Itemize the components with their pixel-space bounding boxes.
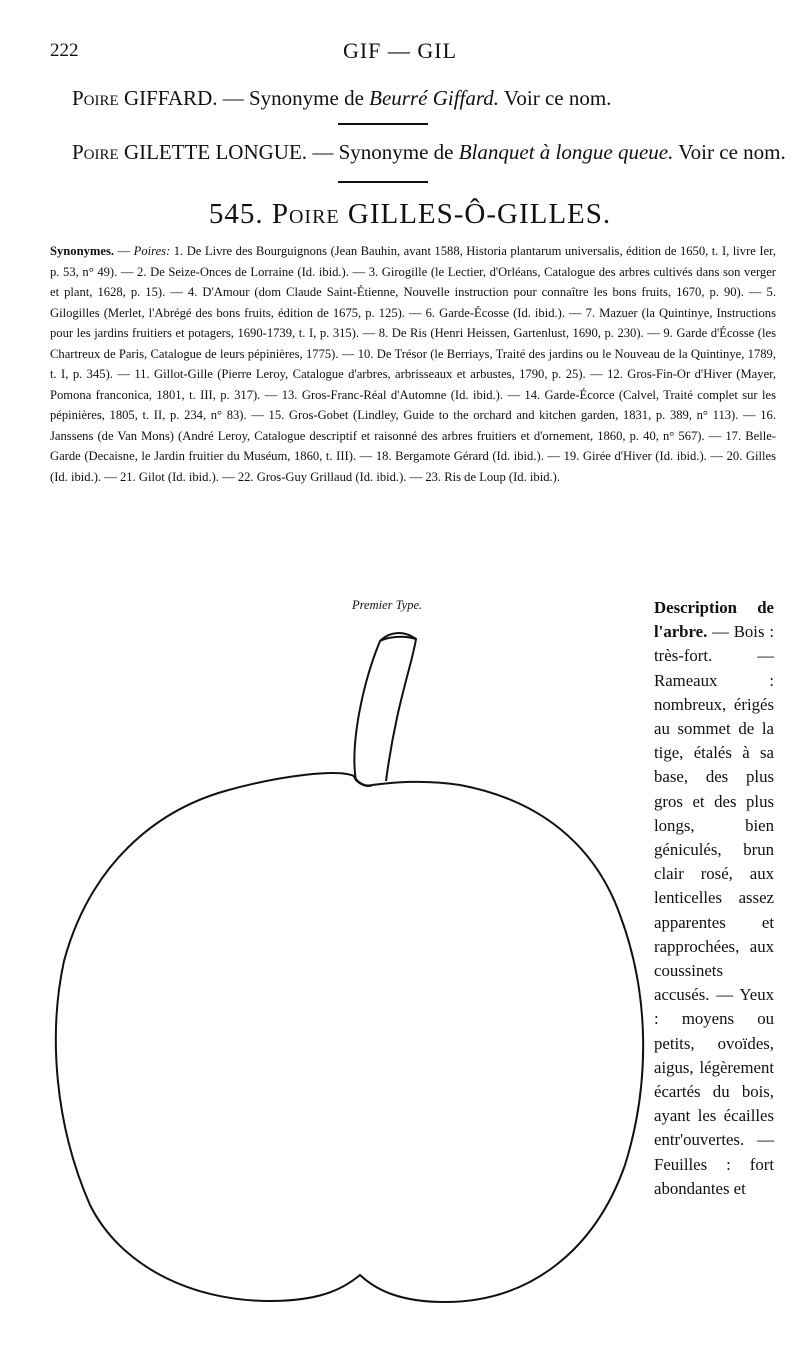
synonyms-paragraph: Synonymes. — Poires: 1. De Livre des Bourguignons (Jean Bauhin, avant 1588, Historia plantarum universalis, édition de 1650, t. I, livre Ier, p. 53, n° 49). — 2. De Seize-Onces de Lorraine (Id. ibid.). — 3. Girogille (le Lectier, d'Orléans, Catalogue des arbres cultivés dans son verger et plant, 1628, p. 15). — 4. D'Amour (dom Claude Saint-Étienne, Nouvelle instruction pour connaître les bons fruits, 1670, p. 90). — 5. Gilogilles (Merlet, l'Abrégé des bons fruits, édition de 1675, p. 125). — 6. Garde-Écosse (Id. ibid.). — 7. Mazuer (la Quintinye, Instructions pour les jardins fruitiers et potagers, 1690-1739, t. I, p. 315). — 8. De Ris (Henri Heissen, Gartenlust, 1690, p. 230). — 9. Garde d'Écosse (les Chartreux de Paris, Catalogue de leurs pépinières, 1775). — 10. De Trésor (le Berriays, Traité des jardins ou le Nouveau de la Quintinye, 1789, t. I, p. 345). — 11. Gillot-Gille (Pierre Leroy, Catalogue d'arbres, arbrisseaux et arbustes, 1790, p. 25). — 12. Gros-Fin-Or d'Hiver (Mayer, Pomona franconica, 1801, t. III, p. 317). — 13. Gros-Franc-Réal d'Automne (Id. ibid.). — 14. Garde-Écorce (Calvel, Traité complet sur les pépinières, 1805, t. II, p. 234, n° 83). — 15. Gros-Gobet (Lindley, Guide to the orchard and kitchen garden, 1831, p. 389, n° 113). — 16. Janssens (de Van Mons) (André Leroy, Catalogue descriptif et raisonné des arbres fruitiers et d'ornement, 1860, p. 40, n° 567). — 17. Belle-Garde (Decaisne, le Jardin fruitier du Muséum, 1860, t. III). — 18. Bergamote Gérard (Id. ibid.). — 19. Girée d'Hiver (Id. ibid.). — 20. Gilles (Id. ibid.). — 21. Gilot (Id. ibid.). — 22. Gros-Guy Grillaud (Id. ibid.). — 23. Ris de Loup (Id. ibid.). — [50, 244, 776, 484]
description-heading: Description de l'arbre. — [654, 598, 774, 642]
page-number: 222 — [50, 40, 79, 61]
page-title — [0, 198, 800, 231]
figure-caption: Premier Type. — [352, 598, 423, 612]
entry-ref: Blanquet à longue queue. — [458, 140, 674, 164]
synonyms-label: Synonymes. — [50, 244, 115, 258]
title-number: 545. — [208, 198, 264, 230]
synonyms-text: 1. De Livre des Bourguignons (Jean Bauhin, avant 1588, Historia plantarum universalis, édition de 1650, t. I, livre Ier, p. 53, n° 49). — 2. De Seize-Onces de Lorraine (Id. ibid.). — 3. Girogille (le Lectier, d'Orléans, Catalogue des arbres cultivés dans son verger et plant, 1628, p. 15). — 4. D'Amour (dom Claude Saint-Étienne, Nouvelle instruction pour connaître les bons fruits, 1670, p. 90). — 5. Gilogilles (Merlet, l'Abrégé des bons fruits, édition de 1675, p. 125). — 6. Garde-Écosse (Id. ibid.). — 7. Mazuer (la Quintinye, Instructions pour les jardins fruitiers et potagers, 1690-1739, t. I, p. 315). — 8. De Ris (Henri Heissen, Gartenlust, 1690, p. 230). — 9. Garde d'Écosse (les Chartreux de Paris, Catalogue de leurs pépinières, 1775). — 10. De Trésor (le Berriays, Traité des jardins ou le Nouveau de la Quintinye, 1789, t. I, p. 345). — 11. Gillot-Gille (Pierre Leroy, Catalogue d'arbres, arbrisseaux et arbustes, 1790, p. 25). — 12. Gros-Fin-Or d'Hiver (Mayer, Pomona franconica, 1801, t. III, p. 317). — 13. Gros-Franc-Réal d'Automne (Id. ibid.). — 14. Garde-Écorce (Calvel, Traité complet sur les pépinières, 1805, t. II, p. 234, n° 83). — 15. Gros-Gobet (Lindley, Guide to the orchard and kitchen garden, 1831, p. 389, n° 113). — 16. Janssens (de Van Mons) (André Leroy, Catalogue descriptif et raisonné des arbres fruitiers et d'ornement, 1860, p. 40, n° 567). — 17. Belle-Garde (Decaisne, le Jardin fruitier du Muséum, 1860, t. III). — 18. Bergamote Gérard (Id. ibid.). — 19. Girée d'Hiver (Id. ibid.). — 20. Gilles (Id. ibid.). — 21. Gilot (Id. ibid.). — 22. Gros-Guy Grillaud (Id. ibid.). — 23. Ris de Loup (Id. ibid.). — [50, 244, 776, 484]
pear-illustration — [50, 625, 650, 1325]
title-name: GILLES-Ô-GILLES. — [347, 198, 612, 230]
description-text: — Bois : très-fort. — Rameaux : nombreux, érigés au sommet de la tige, étalés à sa base, des plus gros et des plus longs, bien géniculés, brun clair rosé, aux lenticelles assez apparentes et rapprochées, aux coussinets accusés. — Yeux : moyens ou petits, ovoïdes, aigus, légèrement écartés du bois, ayant les écailles entr'ouvertes. — Feuilles : fort abondantes et — [654, 622, 774, 1198]
entry-gilette-longue — [72, 140, 786, 165]
entry-rest: — Synonyme de — [217, 86, 370, 110]
entry-name: GILETTE LONGUE. — [123, 140, 308, 164]
entry-name: GIFFARD. — [123, 86, 218, 110]
divider-rule — [338, 181, 428, 183]
entry-tail: Voir ce nom. — [673, 140, 786, 164]
entry-rest: — Synonyme de — [307, 140, 459, 164]
entry-lead: Poire — [72, 140, 119, 164]
running-header: GIF — GIL — [342, 38, 458, 63]
divider-rule — [338, 123, 428, 125]
synonyms-sub: Poires: — [133, 244, 171, 258]
title-lead: Poire — [271, 198, 340, 230]
entry-lead: Poire — [72, 86, 119, 110]
entry-giffard — [72, 86, 611, 111]
description-paragraph — [654, 596, 774, 1201]
entry-ref: Beurré Giffard. — [369, 86, 500, 110]
entry-tail: Voir ce nom. — [499, 86, 612, 110]
